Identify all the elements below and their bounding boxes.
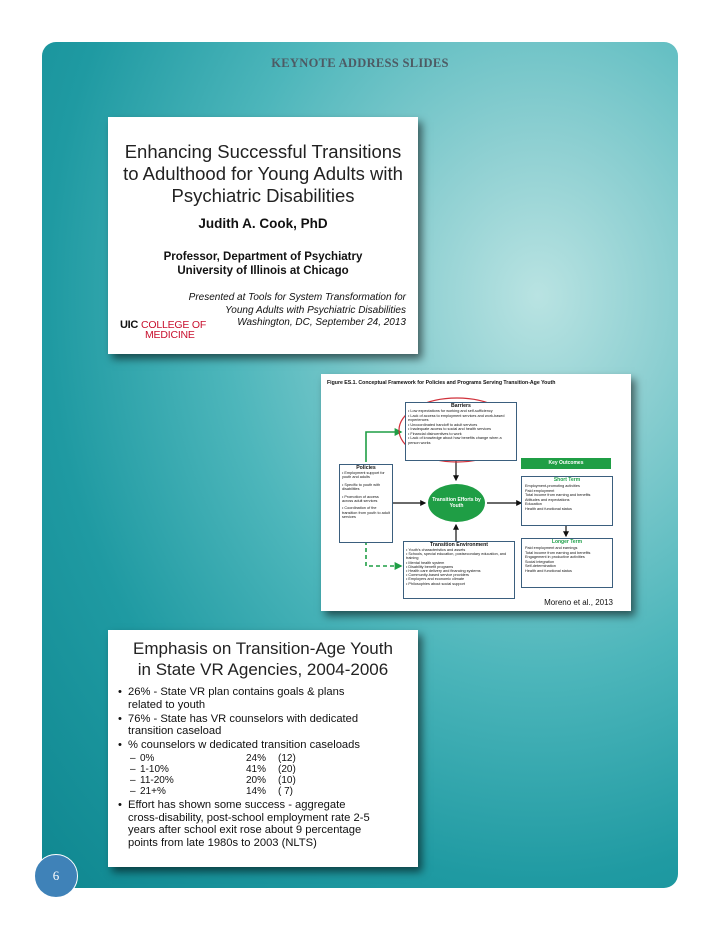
caseload-row: – 11-20% 20% (10): [130, 775, 296, 786]
vr-agencies-slide: [108, 630, 418, 867]
slide1-author: Judith A. Cook, PhD: [198, 216, 328, 231]
policies-list: • Employment support for youth and adults • Specific to youth with disabilities • Promotion of access across adult services • Coordination of the transition from youth to adult services: [340, 471, 392, 520]
longer-term-list: Paid employment and earnings Total income from earning and benefits Engagement in productive activities Social integration Self-determination Health and functional status: [525, 546, 591, 573]
bullet-caseloads: • % counselors w dedicated transition caseloads: [118, 739, 414, 752]
caseload-row: – 0% 24% (12): [130, 753, 296, 764]
uic-logo: UIC COLLEGE OF MEDICINE: [120, 319, 207, 341]
page-header: KEYNOTE ADDRESS SLIDES: [271, 56, 449, 70]
bullet-vr-counselors: • 76% - State has VR counselors with dedicated transition caseload: [118, 713, 414, 738]
figure-title: Figure ES.1. Conceptual Framework for Policies and Programs Serving Transition-Age Youth: [327, 380, 556, 386]
transition-environment-box: Transition Environment • Youth's characteristics and assets • Schools, special education, postsecondary education, and training • Mental health system • Disability benefit programs • Health care delivery and financing systems • Community-based service providers • Employers and economic climate • Philosophies about social support: [403, 541, 515, 599]
green-dashed-arrow-policies-to-env: [366, 541, 401, 566]
bullet-vr-plan: • 26% - State VR plan contains goals & plans related to youth: [118, 686, 414, 711]
title-slide: [108, 117, 418, 354]
page-number-badge: 6: [34, 854, 78, 898]
bullet-effort-success: • Effort has shown some success - aggregate cross-disability, post-school employment rate 2-5 years after school exit rose about 9 percentage points from late 1980s to 2003 (NLTS): [118, 799, 414, 849]
slide1-presented-at: Presented at Tools for System Transformation for Young Adults with Psychiatric Disabilities Washington, DC, September 24, 2013: [188, 292, 406, 328]
barriers-list: • Low expectations for working and self-sufficiency • Lack of access to employment services and work-based experiences • Uncoordinated handoff to adult services • Inadequate access to social and health services • Financial disincentives to work • Lack of knowledge about how benefits change when a person works: [406, 409, 516, 445]
caseload-row: – 1-10% 41% (20): [130, 764, 296, 775]
transition-efforts-node: Transition Efforts by Youth: [428, 484, 485, 522]
figure-citation: Moreno et al., 2013: [544, 598, 613, 607]
framework-slide: [321, 374, 631, 611]
green-arrow-policies-to-barriers: [366, 432, 401, 462]
slide1-affiliation: Professor, Department of Psychiatry University of Illinois at Chicago: [163, 251, 363, 277]
key-outcomes-label: Key Outcomes: [521, 458, 611, 469]
slide3-title: Emphasis on Transition-Age Youth in State VR Agencies, 2004-2006: [133, 639, 393, 679]
barriers-box: Barriers • Low expectations for working and self-sufficiency • Lack of access to employment services and work-based experiences • Uncoordinated handoff to adult services • Inadequate access to social and health services • Financial disincentives to work • Lack of knowledge about how benefits change when a person works: [405, 402, 517, 461]
caseload-row: – 21+% 14% ( 7): [130, 786, 293, 797]
longer-term-box: Longer Term Paid employment and earnings Total income from earning and benefits Engagement in productive activities Social integration Self-determination Health and functional status: [521, 538, 613, 588]
slide1-title: Enhancing Successful Transitions to Adulthood for Young Adults with Psychiatric Disabilities: [123, 141, 403, 206]
environment-list: • Youth's characteristics and assets • Schools, special education, postsecondary education, and training • Mental health system • Disability benefit programs • Health care delivery and financing systems • Community-based service providers • Employers and economic climate • Philosophies about social support: [404, 548, 514, 586]
short-term-box: Short Term Employment-promoting activities Paid employment Total income from earning and benefits Attitudes and expectations Education Health and functional status: [521, 476, 613, 526]
slide3-body: [118, 686, 414, 851]
policies-box: Policies • Employment support for youth and adults • Specific to youth with disabilities • Promotion of access across adult services • Coordination of the transition from youth to adult services: [339, 464, 393, 543]
short-term-list: Employment-promoting activities Paid employment Total income from earning and benefits Attitudes and expectations Education Health and functional status: [525, 484, 591, 511]
